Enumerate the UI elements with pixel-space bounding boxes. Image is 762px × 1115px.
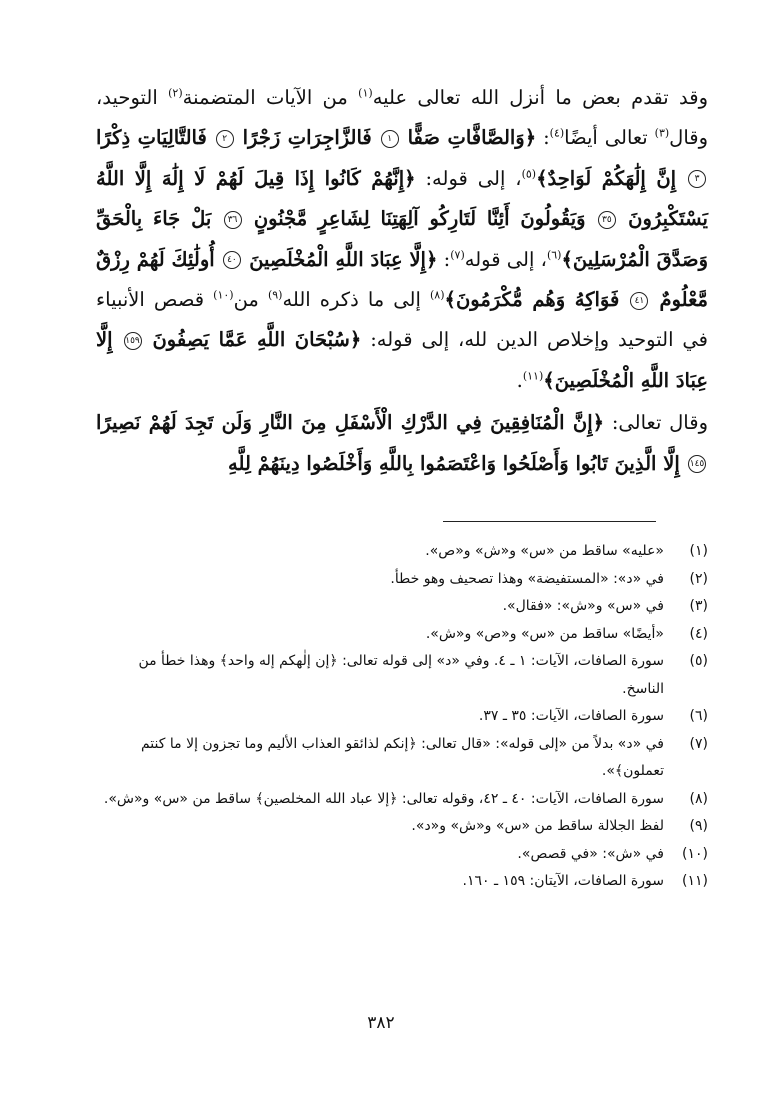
footnote-ref[interactable]: (١٠)	[213, 288, 234, 302]
footnote-ref[interactable]: (٨)	[430, 288, 445, 302]
footnote-item	[96, 648, 708, 703]
quran-verse: ﴿إِلَّا عِبَادَ اللَّهِ الْمُخْلَصِينَ	[249, 247, 438, 271]
text-run: من الآيات المتضمنة	[182, 86, 359, 109]
footnote-ref[interactable]: (٩)	[267, 288, 283, 302]
quran-verse: ﴿إِنَّ الْمُنَافِقِينَ فِي الدَّرْكِ الْأَسْفَلِ مِنَ النَّارِ وَلَن تَجِدَ لَهُمْ نَصِيرًا	[96, 411, 605, 435]
verse-number-icon: ٤١	[630, 292, 648, 310]
footnote-ref[interactable]: (٦)	[546, 248, 562, 262]
text-run: ، إلى قوله	[464, 247, 547, 271]
paragraph-2	[96, 403, 708, 484]
page-number: ٣٨٢	[367, 1013, 395, 1033]
text-run: التوحيد، وقال	[96, 86, 709, 150]
footnote-ref[interactable]: (١)	[358, 86, 373, 100]
verse-number-icon: ٣٥	[598, 211, 616, 229]
footnote-ref[interactable]: (١١)	[522, 369, 544, 383]
footnote-item	[96, 786, 708, 814]
quran-verse: فَوَاكِهُ وَهُم مُّكْرَمُونَ﴾	[444, 288, 620, 312]
footnote-item	[96, 841, 708, 869]
footnote-text: «عليه» ساقط من «س» و«ش» و«ص».	[425, 543, 664, 559]
quran-verse: فَالزَّاجِرَاتِ زَجْرًا	[242, 126, 372, 150]
footnote-item	[96, 731, 708, 786]
footnote-text: في «د» بدلاً من «إلى قوله»: «قال تعالى: ﴿إنكم لذائقو العذاب الأليم وما تجزون إلا ما كنتم تعملون﴾».	[140, 735, 664, 779]
verse-number-icon: ٣	[688, 170, 706, 188]
footnote-ref[interactable]: (٥)	[521, 167, 537, 181]
text-run: ، إلى قوله:	[415, 166, 522, 190]
footnote-number: (٧)	[689, 735, 708, 752]
footnote-ref[interactable]: (٧)	[450, 248, 465, 262]
footnote-text: سورة الصافات، الآيتان: ١٥٩ ـ ١٦٠.	[462, 873, 664, 889]
text-run: .	[516, 368, 523, 392]
footnote-number: (٦)	[689, 708, 708, 724]
footnote-number: (٣)	[689, 598, 708, 614]
footnote-text: سورة الصافات، الآيات: ١ ـ ٤. وفي «د» إلى قوله تعالى: ﴿إن إلٰهكم إله واحد﴾ وهذا خطأ من الناسخ.	[138, 653, 664, 697]
footnote-item	[96, 566, 708, 594]
footnote-item	[96, 593, 708, 621]
quran-verse: ﴿سُبْحَانَ اللَّهِ عَمَّا يَصِفُونَ	[152, 328, 362, 352]
footnotes	[96, 538, 708, 896]
verse-number-icon: ١٤٥	[688, 455, 706, 473]
footnote-item	[96, 813, 708, 841]
footnote-number: (١)	[689, 543, 708, 559]
text-run: قصص الأنبياء في التوحيد وإخلاص الدين لله، إلى قوله:	[96, 288, 708, 352]
footnote-item	[96, 621, 708, 649]
footnote-text: في «د»: «المستفيضة» وهذا تصحيف وهو خطأ.	[390, 570, 664, 587]
footnote-text: سورة الصافات، الآيات: ٤٠ ـ ٤٢، وقوله تعالى: ﴿إلا عباد الله المخلصين﴾ ساقط من «س» و«ش».	[103, 790, 664, 807]
footnote-number: (٩)	[689, 818, 708, 834]
footnote-item	[96, 868, 708, 896]
verse-number-icon: ٣٦	[224, 211, 242, 229]
footnote-ref[interactable]: (٣)	[654, 126, 670, 140]
quran-verse: إِلَّا عِبَادَ اللَّهِ الْمُخْلَصِينَ﴾	[96, 328, 708, 392]
verse-number-icon: ٤٠	[223, 251, 241, 269]
quran-verse: بَلْ جَاءَ بِالْحَقِّ وَصَدَّقَ الْمُرْسَلِينَ﴾	[96, 207, 708, 271]
quran-verse: ﴿إِنَّهُمْ كَانُوا إِذَا قِيلَ لَهُمْ لَا إِلَٰهَ إِلَّا اللَّهُ يَسْتَكْبِرُونَ	[96, 166, 708, 231]
footnote-number: (١٠)	[682, 845, 708, 862]
footnote-number: (٨)	[689, 790, 708, 807]
footnote-divider	[443, 521, 656, 522]
quran-verse: إِنَّ إِلَٰهَكُمْ لَوَاحِدٌ﴾	[536, 166, 677, 190]
verse-number-icon: ٢	[216, 130, 234, 148]
quran-verse: وَيَقُولُونَ أَئِنَّا لَتَارِكُو آلِهَتِنَا لِشَاعِرٍ مَّجْنُونٍ	[253, 207, 586, 231]
footnote-item	[96, 538, 708, 566]
footnote-text: في «ش»: «في قصص».	[517, 845, 664, 862]
verse-number-icon: ١	[381, 130, 399, 148]
paragraph-1	[96, 78, 708, 401]
text-run: من	[233, 288, 268, 312]
footnote-text: «أيضًا» ساقط من «س» و«ص» و«ش».	[425, 625, 664, 642]
quran-verse: إِلَّا الَّذِينَ تَابُوا وَأَصْلَحُوا وَاعْتَصَمُوا بِاللَّهِ وَأَخْلَصُوا دِينَهُمْ لِلَّهِ	[228, 451, 680, 475]
footnote-text: سورة الصافات، الآيات: ٣٥ ـ ٣٧.	[478, 708, 664, 724]
text-run: وقال تعالى:	[604, 411, 708, 435]
footnote-number: (٥)	[689, 653, 708, 669]
footnote-ref[interactable]: (٤)	[549, 126, 565, 140]
text-run: :	[437, 247, 451, 271]
footnote-text: لفظ الجلالة ساقط من «س» و«ش» و«د».	[411, 818, 664, 834]
quran-verse: ﴿وَالصَّافَّاتِ صَفًّا	[407, 126, 537, 150]
footnote-ref[interactable]: (٢)	[168, 86, 183, 100]
footnote-item	[96, 703, 708, 731]
text-run: إلى ما ذكره الله	[282, 288, 430, 312]
quran-verse: فَالتَّالِيَاتِ ذِكْرًا	[96, 126, 207, 150]
main-text	[96, 78, 708, 484]
footnote-text: في «س» و«ش»: «فقال».	[502, 598, 664, 614]
footnote-number: (٤)	[689, 625, 708, 642]
text-run: :	[536, 126, 550, 150]
verse-number-icon: ١٥٩	[124, 332, 142, 350]
footnote-number: (٢)	[689, 570, 708, 587]
footnote-number: (١١)	[682, 873, 708, 889]
text-run: تعالى أيضًا	[564, 126, 655, 150]
quran-verse: أُولَٰئِكَ لَهُمْ رِزْقٌ مَّعْلُومٌ	[96, 247, 708, 312]
text-run: وقد تقدم بعض ما أنزل الله تعالى عليه	[372, 86, 709, 109]
